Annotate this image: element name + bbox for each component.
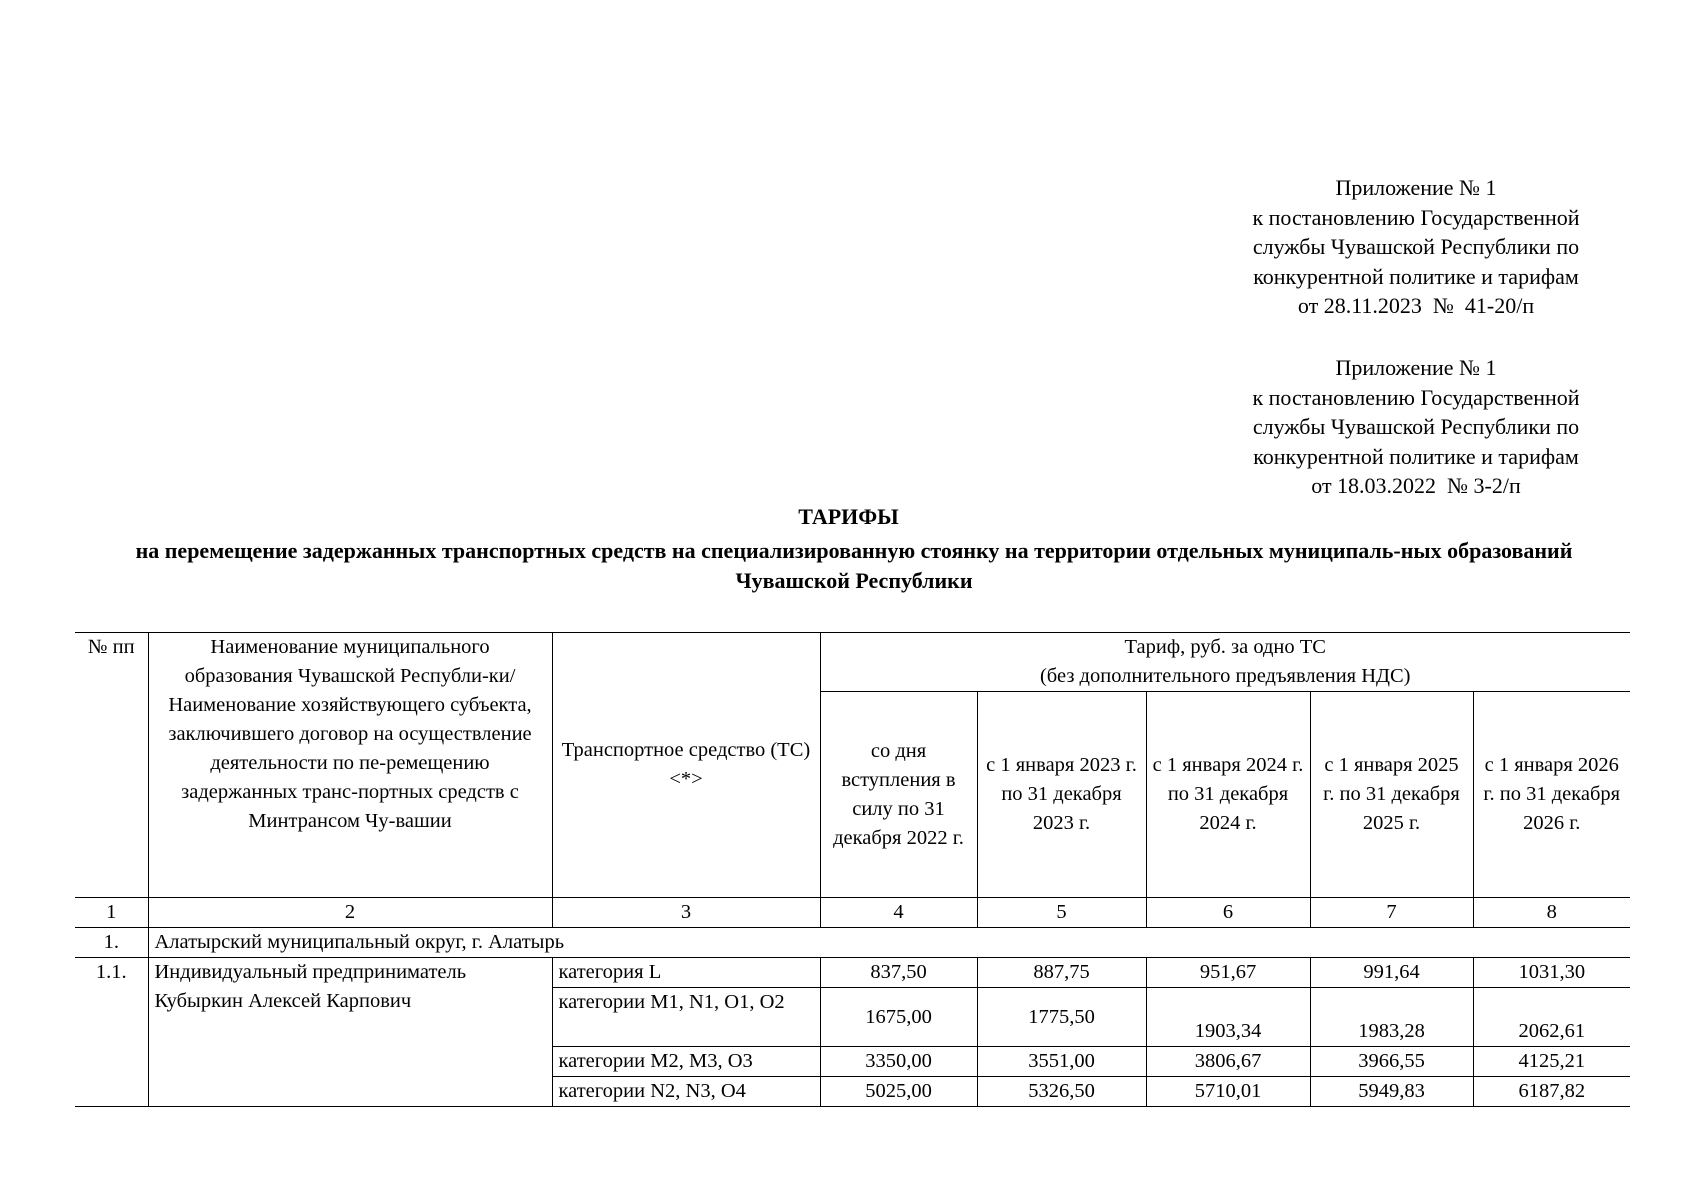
tariff-value: 837,50 (820, 958, 977, 988)
document-subtitle: на перемещение задержанных транспортных средств на специализированную стоянку на территории отдельных муниципаль-ных образований Чувашской Республики (135, 538, 1573, 593)
header-period-2022: со дня вступления в силу по 31 декабря 2022 г. (820, 692, 977, 898)
appendix-line: конкурентной политике и тарифам (1253, 263, 1579, 289)
column-number: 6 (1146, 898, 1310, 928)
column-number: 1 (75, 898, 148, 928)
section-num: 1. (75, 928, 148, 958)
vehicle-category: категории M1, N1, O1, O2 (552, 988, 820, 1047)
tariff-value: 4125,21 (1473, 1047, 1630, 1077)
tariff-value: 1983,28 (1310, 988, 1473, 1047)
header-vehicle: Транспортное средство (ТС) <*> (552, 633, 820, 898)
table-row (75, 958, 1630, 988)
column-number: 3 (552, 898, 820, 928)
header-municipality: Наименование муниципального образования Чувашской Республи-ки/ Наименование хозяйствующего субъекта, заключившего договор на осуществление деятельности по пе-ремещению задержанных транс-портных средств с Минтрансом Чу-вашии (148, 633, 552, 898)
vehicle-category: категории M2, M3, O3 (552, 1047, 820, 1077)
appendix-current-block (1206, 173, 1626, 321)
tariff-value: 3350,00 (820, 1047, 977, 1077)
tariff-table (75, 632, 1630, 1107)
column-number: 4 (820, 898, 977, 928)
tariff-value: 3551,00 (977, 1047, 1146, 1077)
appendix-line: конкурентной политике и тарифам (1253, 443, 1579, 469)
header-period-2025: с 1 января 2025 г. по 31 декабря 2025 г. (1310, 692, 1473, 898)
header-period-2024: с 1 января 2024 г. по 31 декабря 2024 г. (1146, 692, 1310, 898)
header-tariff-group (820, 633, 1630, 692)
header-tariff-line1: Тариф, руб. за одно ТС (1124, 636, 1326, 658)
header-num: № пп (75, 633, 148, 898)
entity-name: Индивидуальный предприниматель Кубыркин Алексей Карпович (148, 958, 552, 1107)
tariff-value: 5025,00 (820, 1077, 977, 1107)
tariff-value: 1775,50 (977, 988, 1146, 1047)
tariff-value: 951,67 (1146, 958, 1310, 988)
vehicle-category: категория L (552, 958, 820, 988)
appendix-line: к постановлению Государственной (1252, 384, 1580, 410)
appendix-title: Приложение № 1 (1335, 175, 1497, 200)
entity-num: 1.1. (75, 958, 148, 1107)
tariff-value: 3806,67 (1146, 1047, 1310, 1077)
column-number: 8 (1473, 898, 1630, 928)
header-period-2026: с 1 января 2026 г. по 31 декабря 2026 г. (1473, 692, 1630, 898)
appendix-line: службы Чувашской Республики по (1252, 414, 1580, 439)
section-row (75, 928, 1630, 958)
tariff-value: 5710,01 (1146, 1077, 1310, 1107)
tariff-value: 991,64 (1310, 958, 1473, 988)
table-header-row (75, 633, 1630, 692)
appendix-line: к постановлению Государственной (1252, 204, 1580, 230)
column-number: 5 (977, 898, 1146, 928)
tariff-value: 887,75 (977, 958, 1146, 988)
header-period-2023: с 1 января 2023 г. по 31 декабря 2023 г. (977, 692, 1146, 898)
tariff-value: 1903,34 (1146, 988, 1310, 1047)
tariff-value: 5326,50 (977, 1077, 1146, 1107)
tariff-value: 6187,82 (1473, 1077, 1630, 1107)
tariff-value: 3966,55 (1310, 1047, 1473, 1077)
appendix-title: Приложение № 1 (1335, 355, 1497, 380)
section-name: Алатырский муниципальный округ, г. Алатырь (148, 928, 1630, 958)
tariff-value: 5949,83 (1310, 1077, 1473, 1107)
appendix-previous-block (1206, 353, 1626, 501)
column-number: 2 (148, 898, 552, 928)
tariff-value: 1031,30 (1473, 958, 1630, 988)
tariff-value: 1675,00 (820, 988, 977, 1047)
column-numbers-row (75, 898, 1630, 928)
tariff-value: 2062,61 (1473, 988, 1630, 1047)
appendix-line: службы Чувашской Республики по (1252, 234, 1580, 259)
column-number: 7 (1310, 898, 1473, 928)
appendix-date-number: от 18.03.2022 № 3-2/п (1311, 473, 1521, 498)
header-tariff-line2: (без дополнительного предъявления НДС) (1039, 665, 1411, 687)
appendix-date-number: от 28.11.2023 № 41-20/п (1297, 293, 1535, 318)
document-title: ТАРИФЫ (798, 504, 899, 529)
vehicle-category: категории N2, N3, O4 (552, 1077, 820, 1107)
